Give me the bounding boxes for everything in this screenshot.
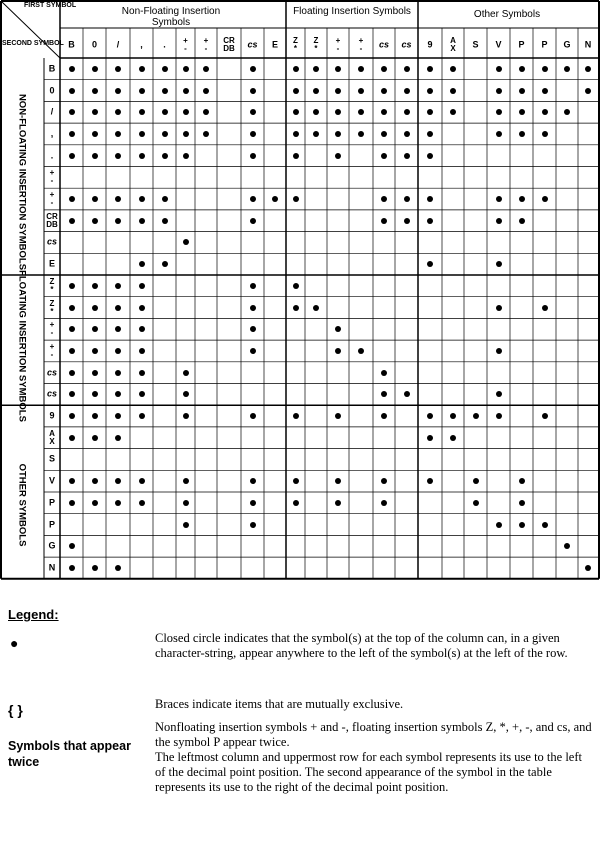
- allowed-dot: [404, 131, 410, 137]
- allowed-dot: [542, 109, 548, 115]
- allowed-dot: [335, 326, 341, 332]
- allowed-dot: [250, 305, 256, 311]
- allowed-dot: [92, 305, 98, 311]
- allowed-dot: [358, 131, 364, 137]
- allowed-dot: [250, 218, 256, 224]
- row-label: Z *: [49, 298, 55, 316]
- allowed-dot: [381, 218, 387, 224]
- column-label: P: [518, 39, 525, 50]
- allowed-dot: [92, 131, 98, 137]
- row-label: .: [50, 150, 54, 161]
- group-nonfloating-header: Non-Floating Insertion Symbols: [121, 6, 221, 28]
- allowed-dot: [69, 413, 75, 419]
- allowed-dot: [519, 500, 525, 506]
- column-label: + -: [203, 36, 209, 53]
- allowed-dot: [162, 109, 168, 115]
- allowed-dot: [335, 500, 341, 506]
- allowed-dot: [381, 478, 387, 484]
- allowed-dot: [519, 478, 525, 484]
- allowed-dot: [139, 370, 145, 376]
- allowed-dot: [250, 500, 256, 506]
- row-label: + -: [49, 190, 55, 208]
- allowed-dot: [381, 109, 387, 115]
- allowed-dot: [313, 109, 319, 115]
- allowed-dot: [92, 283, 98, 289]
- allowed-dot: [69, 305, 75, 311]
- allowed-dot: [473, 413, 479, 419]
- allowed-dot: [162, 131, 168, 137]
- corner-first-symbol-label: FIRST SYMBOL: [24, 2, 77, 9]
- allowed-dot: [115, 391, 121, 397]
- allowed-dot: [139, 131, 145, 137]
- column-label: 0: [91, 39, 98, 50]
- allowed-dot: [92, 391, 98, 397]
- legend-dot-text: Closed circle indicates that the symbol(s) at the top of the column can, in a given character-string, appear anywhere to the left of the symbol(s) at the left of the row.: [155, 631, 568, 660]
- allowed-dot: [427, 435, 433, 441]
- row-label: + -: [49, 320, 55, 338]
- column-label: CR DB: [223, 36, 235, 53]
- allowed-dot: [293, 305, 299, 311]
- allowed-dot: [427, 218, 433, 224]
- allowed-dot: [519, 196, 525, 202]
- allowed-dot: [69, 565, 75, 571]
- allowed-dot: [115, 218, 121, 224]
- corner-diagonal: [1, 1, 60, 58]
- allowed-dot: [496, 66, 502, 72]
- allowed-dot: [250, 109, 256, 115]
- allowed-dot: [335, 88, 341, 94]
- column-label: .: [163, 39, 166, 50]
- allowed-dot: [293, 478, 299, 484]
- allowed-dot: [496, 305, 502, 311]
- allowed-dot: [519, 109, 525, 115]
- allowed-dot: [496, 348, 502, 354]
- row-label: S: [48, 453, 56, 464]
- allowed-dot: [381, 88, 387, 94]
- allowed-dot: [92, 109, 98, 115]
- allowed-dot: [139, 283, 145, 289]
- legend-twice-text-2: The leftmost column and uppermost row for each symbol represents its use to the left of the decimal point position. The second appearance of the symbol in the table represents its use to the right of the decimal point position.: [155, 750, 582, 794]
- allowed-dot: [293, 500, 299, 506]
- allowed-dot: [203, 131, 209, 137]
- allowed-dot: [496, 522, 502, 528]
- allowed-dot: [250, 283, 256, 289]
- column-label: + -: [183, 36, 188, 53]
- allowed-dot: [139, 391, 145, 397]
- allowed-dot: [450, 413, 456, 419]
- allowed-dot: [69, 543, 75, 549]
- column-label: G: [563, 39, 571, 50]
- allowed-dot: [183, 239, 189, 245]
- allowed-dot: [139, 348, 145, 354]
- allowed-dot: [92, 196, 98, 202]
- allowed-dot: [519, 66, 525, 72]
- side-group-other: OTHER SYMBOLS: [16, 463, 28, 547]
- allowed-dot: [183, 88, 189, 94]
- allowed-dot: [139, 478, 145, 484]
- column-label: cs: [401, 39, 412, 50]
- allowed-dot: [335, 131, 341, 137]
- column-label: V: [495, 39, 502, 50]
- row-label: P: [48, 519, 56, 530]
- allowed-dot: [250, 196, 256, 202]
- allowed-dot: [542, 196, 548, 202]
- column-label: B: [68, 39, 75, 50]
- allowed-dot: [69, 196, 75, 202]
- allowed-dot: [115, 326, 121, 332]
- allowed-dot: [139, 88, 145, 94]
- allowed-dot: [203, 88, 209, 94]
- allowed-dot: [358, 348, 364, 354]
- row-label: Z *: [49, 276, 55, 294]
- allowed-dot: [115, 435, 121, 441]
- allowed-dot: [542, 131, 548, 137]
- allowed-dot: [381, 370, 387, 376]
- allowed-dot: [335, 66, 341, 72]
- row-label: cs: [46, 388, 58, 399]
- allowed-dot: [358, 66, 364, 72]
- allowed-dot: [183, 131, 189, 137]
- row-label: A X: [49, 428, 55, 446]
- column-label: ,: [140, 39, 143, 50]
- allowed-dot: [293, 131, 299, 137]
- allowed-dot: [69, 66, 75, 72]
- legend-title: Legend:: [8, 607, 59, 622]
- row-label: cs: [46, 236, 58, 247]
- allowed-dot: [381, 153, 387, 159]
- allowed-dot: [427, 66, 433, 72]
- allowed-dot: [404, 218, 410, 224]
- allowed-dot: [139, 196, 145, 202]
- row-label: B: [48, 63, 56, 74]
- allowed-dot: [381, 66, 387, 72]
- allowed-dot: [139, 326, 145, 332]
- allowed-dot: [381, 413, 387, 419]
- allowed-dot: [250, 326, 256, 332]
- allowed-dot: [115, 500, 121, 506]
- allowed-dot: [250, 522, 256, 528]
- allowed-dot: [92, 370, 98, 376]
- allowed-dot: [293, 88, 299, 94]
- allowed-dot: [115, 305, 121, 311]
- allowed-dot: [250, 88, 256, 94]
- column-label: P: [541, 39, 548, 50]
- allowed-dot: [69, 478, 75, 484]
- allowed-dot: [250, 66, 256, 72]
- allowed-dot: [139, 109, 145, 115]
- allowed-dot: [139, 305, 145, 311]
- allowed-dot: [293, 66, 299, 72]
- allowed-dot: [139, 153, 145, 159]
- allowed-dot: [519, 131, 525, 137]
- allowed-dot: [183, 522, 189, 528]
- row-label: G: [48, 540, 56, 551]
- legend-twice-label: Symbols that appear twice: [8, 739, 131, 769]
- allowed-dot: [115, 348, 121, 354]
- allowed-dot: [381, 500, 387, 506]
- allowed-dot: [162, 66, 168, 72]
- allowed-dot: [162, 153, 168, 159]
- allowed-dot: [473, 500, 479, 506]
- allowed-dot: [162, 261, 168, 267]
- allowed-dot: [115, 413, 121, 419]
- allowed-dot: [139, 261, 145, 267]
- allowed-dot: [139, 66, 145, 72]
- group-other-header: Other Symbols: [473, 9, 541, 20]
- allowed-dot: [115, 109, 121, 115]
- allowed-dot: [585, 565, 591, 571]
- group-floating-header: Floating Insertion Symbols: [293, 6, 411, 17]
- row-label: cs: [46, 367, 58, 378]
- row-label: V: [48, 475, 56, 486]
- column-label: N: [584, 39, 592, 50]
- allowed-dot: [427, 109, 433, 115]
- allowed-dot: [69, 326, 75, 332]
- allowed-dot: [542, 522, 548, 528]
- corner-second-symbol-label: SECOND SYMBOL: [2, 40, 64, 47]
- allowed-dot: [427, 131, 433, 137]
- allowed-dot: [496, 261, 502, 267]
- allowed-dot: [542, 66, 548, 72]
- row-label: P: [48, 497, 56, 508]
- row-label: CR DB: [46, 211, 58, 229]
- row-label: 0: [49, 85, 55, 96]
- allowed-dot: [115, 196, 121, 202]
- allowed-dot: [496, 218, 502, 224]
- allowed-dot: [183, 370, 189, 376]
- side-group-nonfloating: NON-FLOATING INSERTION SYMBOLS: [16, 93, 28, 271]
- allowed-dot: [313, 88, 319, 94]
- allowed-dot: [496, 109, 502, 115]
- allowed-dot: [115, 283, 121, 289]
- allowed-dot: [92, 218, 98, 224]
- legend-braces-symbol: { }: [8, 702, 23, 718]
- allowed-dot: [69, 153, 75, 159]
- allowed-dot: [203, 109, 209, 115]
- allowed-dot: [183, 153, 189, 159]
- allowed-dot: [115, 565, 121, 571]
- column-label: /: [116, 39, 120, 50]
- allowed-dot: [69, 109, 75, 115]
- legend-braces-text: Braces indicate items that are mutually exclusive.: [155, 697, 404, 711]
- allowed-dot: [92, 478, 98, 484]
- allowed-dot: [92, 348, 98, 354]
- allowed-dot: [92, 326, 98, 332]
- side-group-floating: FLOATING INSERTION SYMBOLS: [16, 270, 28, 422]
- allowed-dot: [542, 88, 548, 94]
- allowed-dot: [381, 391, 387, 397]
- column-label: + -: [358, 36, 364, 53]
- allowed-dot: [69, 348, 75, 354]
- allowed-dot: [427, 413, 433, 419]
- allowed-dot: [92, 413, 98, 419]
- allowed-dot: [115, 478, 121, 484]
- allowed-dot: [162, 218, 168, 224]
- allowed-dot: [404, 391, 410, 397]
- allowed-dot: [404, 153, 410, 159]
- allowed-dot: [358, 109, 364, 115]
- allowed-dot: [115, 153, 121, 159]
- allowed-dot: [335, 109, 341, 115]
- allowed-dot: [585, 88, 591, 94]
- allowed-dot: [250, 153, 256, 159]
- allowed-dot: [404, 66, 410, 72]
- allowed-dot: [335, 478, 341, 484]
- allowed-dot: [69, 370, 75, 376]
- allowed-dot: [381, 196, 387, 202]
- allowed-dot: [115, 370, 121, 376]
- allowed-dot: [250, 413, 256, 419]
- allowed-dot: [183, 391, 189, 397]
- allowed-dot: [69, 500, 75, 506]
- allowed-dot: [139, 500, 145, 506]
- allowed-dot: [183, 66, 189, 72]
- row-label: + -: [49, 168, 55, 186]
- allowed-dot: [293, 109, 299, 115]
- allowed-dot: [92, 435, 98, 441]
- allowed-dot: [69, 88, 75, 94]
- column-label: S: [472, 39, 479, 50]
- allowed-dot: [162, 196, 168, 202]
- allowed-dot: [293, 196, 299, 202]
- allowed-dot: [450, 66, 456, 72]
- allowed-dot: [564, 109, 570, 115]
- row-label: 9: [49, 410, 55, 421]
- allowed-dot: [313, 305, 319, 311]
- allowed-dot: [519, 88, 525, 94]
- allowed-dot: [183, 413, 189, 419]
- allowed-dot: [496, 131, 502, 137]
- allowed-dot: [450, 88, 456, 94]
- column-label: cs: [378, 39, 390, 50]
- column-label: + -: [335, 36, 341, 53]
- column-label: Z *: [313, 36, 319, 53]
- row-label: /: [50, 106, 54, 117]
- allowed-dot: [293, 413, 299, 419]
- allowed-dot: [162, 88, 168, 94]
- allowed-dot: [69, 283, 75, 289]
- allowed-dot: [92, 565, 98, 571]
- allowed-dot: [427, 478, 433, 484]
- allowed-dot: [564, 66, 570, 72]
- column-label: A X: [450, 36, 456, 53]
- allowed-dot: [313, 131, 319, 137]
- allowed-dot: [69, 391, 75, 397]
- allowed-dot: [293, 153, 299, 159]
- allowed-dot: [250, 478, 256, 484]
- allowed-dot: [92, 88, 98, 94]
- allowed-dot: [293, 283, 299, 289]
- allowed-dot: [69, 218, 75, 224]
- row-label: E: [48, 258, 56, 269]
- allowed-dot: [115, 88, 121, 94]
- allowed-dot: [585, 66, 591, 72]
- allowed-dot: [564, 543, 570, 549]
- row-label: ,: [50, 128, 54, 139]
- allowed-dot: [496, 88, 502, 94]
- allowed-dot: [427, 153, 433, 159]
- allowed-dot: [519, 218, 525, 224]
- allowed-dot: [404, 196, 410, 202]
- allowed-dot: [183, 500, 189, 506]
- allowed-dot: [203, 66, 209, 72]
- allowed-dot: [115, 131, 121, 137]
- column-label: Z *: [293, 36, 298, 53]
- row-label: + -: [49, 341, 55, 359]
- allowed-dot: [250, 348, 256, 354]
- legend-dot-icon: ●: [10, 635, 19, 651]
- legend: [0, 598, 600, 841]
- allowed-dot: [473, 478, 479, 484]
- allowed-dot: [519, 522, 525, 528]
- column-label: cs: [247, 39, 258, 50]
- allowed-dot: [404, 88, 410, 94]
- allowed-dot: [115, 66, 121, 72]
- allowed-dot: [272, 196, 278, 202]
- allowed-dot: [335, 153, 341, 159]
- allowed-dot: [450, 435, 456, 441]
- allowed-dot: [335, 413, 341, 419]
- allowed-dot: [450, 109, 456, 115]
- allowed-dot: [542, 413, 548, 419]
- allowed-dot: [92, 153, 98, 159]
- allowed-dot: [92, 500, 98, 506]
- legend-twice-text-1: Nonfloating insertion symbols + and -, floating insertion symbols Z, *, +, -, and cs, and the symbol P appear twice.: [155, 720, 592, 749]
- allowed-dot: [183, 478, 189, 484]
- allowed-dot: [496, 196, 502, 202]
- allowed-dot: [250, 131, 256, 137]
- allowed-dot: [69, 131, 75, 137]
- allowed-dot: [542, 305, 548, 311]
- allowed-dot: [381, 131, 387, 137]
- allowed-dot: [358, 88, 364, 94]
- column-label: 9: [427, 39, 433, 50]
- allowed-dot: [427, 196, 433, 202]
- row-label: N: [48, 562, 56, 573]
- allowed-dot: [92, 66, 98, 72]
- allowed-dot: [496, 413, 502, 419]
- allowed-dot: [183, 109, 189, 115]
- allowed-dot: [427, 88, 433, 94]
- column-label: E: [271, 39, 279, 50]
- allowed-dot: [335, 348, 341, 354]
- allowed-dot: [404, 109, 410, 115]
- allowed-dot: [69, 435, 75, 441]
- allowed-dot: [139, 413, 145, 419]
- allowed-dot: [496, 391, 502, 397]
- allowed-dot: [313, 66, 319, 72]
- allowed-dot: [427, 261, 433, 267]
- allowed-dot: [139, 218, 145, 224]
